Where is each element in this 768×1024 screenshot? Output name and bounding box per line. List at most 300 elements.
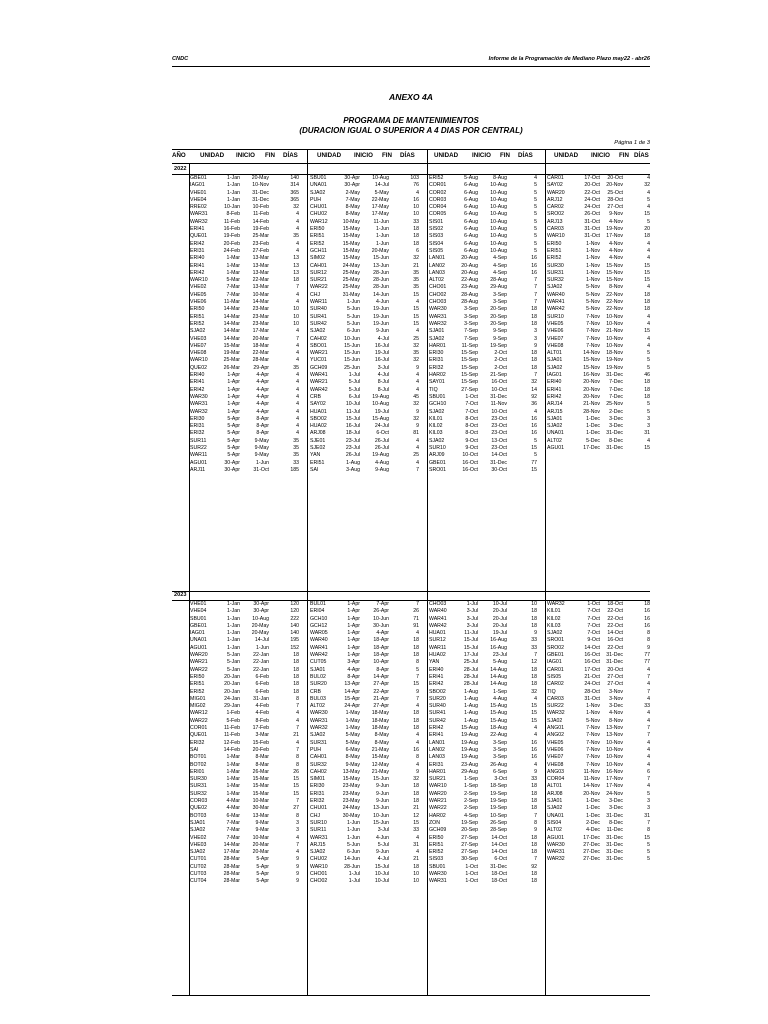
start-cell: 7-Sep bbox=[464, 335, 478, 342]
start-cell: 26-Mar bbox=[223, 364, 240, 371]
end-cell: 4-Apr bbox=[256, 401, 269, 408]
unit-cell: KIL03 bbox=[547, 622, 561, 629]
table-row bbox=[429, 277, 537, 284]
unit-cell: VHE07 bbox=[190, 342, 207, 349]
end-cell: 18-Aug bbox=[490, 725, 507, 732]
end-cell: 15-Nov bbox=[606, 262, 623, 269]
start-cell: 15-Apr bbox=[344, 695, 360, 702]
unit-cell: CHU01 bbox=[310, 204, 328, 211]
annex-title: ANEXO 4A bbox=[389, 92, 433, 102]
start-cell: 25-Jul bbox=[463, 659, 478, 666]
table-row bbox=[190, 328, 299, 335]
table-row bbox=[429, 871, 537, 878]
table-bottom-rule bbox=[172, 995, 650, 996]
start-cell: 1-Dec bbox=[586, 430, 600, 437]
unit-cell: SJA02 bbox=[547, 805, 563, 812]
unit-cell: SUR11 bbox=[190, 437, 207, 444]
days-cell: 4 bbox=[296, 240, 299, 247]
table-row bbox=[547, 365, 650, 372]
unit-cell: WAR31 bbox=[190, 401, 208, 408]
table-row bbox=[190, 637, 299, 644]
table-row bbox=[429, 452, 537, 459]
days-cell: 10 bbox=[413, 870, 419, 877]
table-row bbox=[310, 871, 419, 878]
end-cell: 4-Sep bbox=[493, 269, 507, 276]
days-cell: 314 bbox=[290, 182, 299, 189]
days-cell: 4 bbox=[416, 328, 419, 335]
days-cell: 77 bbox=[644, 652, 650, 659]
table-row bbox=[310, 306, 419, 313]
days-cell: 35 bbox=[413, 284, 419, 291]
end-cell: 13-Jun bbox=[373, 262, 389, 269]
unit-cell: AGU01 bbox=[190, 644, 208, 651]
days-cell: 33 bbox=[293, 459, 299, 466]
end-cell: 14-Jul bbox=[254, 637, 269, 644]
start-cell: 6-Aug bbox=[464, 218, 478, 225]
table-row bbox=[190, 645, 299, 652]
table-row bbox=[429, 241, 537, 248]
start-cell: 5-Nov bbox=[586, 717, 600, 724]
start-cell: 3-Jul bbox=[466, 608, 478, 615]
start-cell: 1-Jan bbox=[227, 608, 240, 615]
unit-cell: ERI31 bbox=[190, 423, 205, 430]
end-cell: 10-Mar bbox=[252, 798, 269, 805]
table-row bbox=[547, 416, 650, 423]
end-cell: 17-Nov bbox=[606, 776, 623, 783]
col-end: FIN bbox=[265, 152, 275, 159]
unit-cell: WAR42 bbox=[429, 622, 447, 629]
end-cell: 4-Jul bbox=[377, 335, 389, 342]
table-row bbox=[190, 732, 299, 739]
end-cell: 13-Nov bbox=[606, 732, 623, 739]
table-row bbox=[547, 248, 650, 255]
table-row bbox=[429, 762, 537, 769]
unit-cell: CAH01 bbox=[310, 262, 327, 269]
days-cell: 9 bbox=[416, 423, 419, 430]
unit-cell: VHE02 bbox=[190, 284, 207, 291]
unit-cell: UNA01 bbox=[547, 812, 564, 819]
table-row bbox=[429, 270, 537, 277]
end-cell: 10-Aug bbox=[490, 247, 507, 254]
start-cell: 15-May bbox=[342, 247, 360, 254]
unit-cell: ERI41 bbox=[429, 732, 444, 739]
start-cell: 5-Nov bbox=[586, 291, 600, 298]
days-cell: 7 bbox=[647, 819, 650, 826]
end-cell: 2-Oct bbox=[494, 350, 507, 357]
days-cell: 5 bbox=[534, 233, 537, 240]
table-row bbox=[190, 292, 299, 299]
start-cell: 4-Sep bbox=[464, 812, 478, 819]
end-cell: 13-Jun bbox=[373, 805, 389, 812]
unit-cell: WAR30 bbox=[429, 306, 447, 313]
table-row bbox=[547, 204, 650, 211]
start-cell: 30-Sep bbox=[461, 856, 478, 863]
end-cell: 9-Aug bbox=[375, 466, 389, 473]
end-cell: 1-Jun bbox=[376, 233, 389, 240]
start-cell: 7-Sep bbox=[464, 328, 478, 335]
unit-cell: SAY02 bbox=[310, 401, 326, 408]
end-cell: 10-Jul bbox=[374, 870, 389, 877]
start-cell: 1-Mar bbox=[226, 754, 240, 761]
unit-cell: ERI50 bbox=[190, 673, 205, 680]
table-row bbox=[310, 835, 419, 842]
unit-cell: ERI42 bbox=[190, 386, 205, 393]
end-cell: 10-Mar bbox=[252, 291, 269, 298]
days-cell: 8 bbox=[647, 827, 650, 834]
end-cell: 10-Nov bbox=[606, 335, 623, 342]
end-cell: 18-Nov bbox=[606, 350, 623, 357]
unit-cell: KIL03 bbox=[429, 430, 443, 437]
table-row bbox=[429, 725, 537, 732]
start-cell: 6-May bbox=[345, 746, 360, 753]
end-cell: 28-Oct bbox=[607, 196, 623, 203]
end-cell: 20-Mar bbox=[252, 841, 269, 848]
table-row bbox=[547, 776, 650, 783]
days-cell: 9 bbox=[534, 342, 537, 349]
table-row bbox=[190, 430, 299, 437]
table-row bbox=[310, 379, 419, 386]
table-row bbox=[310, 608, 419, 615]
days-cell: 21 bbox=[413, 805, 419, 812]
unit-cell: HUA02 bbox=[310, 423, 327, 430]
unit-cell: HUA02 bbox=[429, 652, 446, 659]
unit-cell: SJE02 bbox=[310, 444, 326, 451]
days-cell: 25 bbox=[413, 335, 419, 342]
table-row bbox=[429, 197, 537, 204]
days-cell: 18 bbox=[413, 240, 419, 247]
table-row bbox=[429, 394, 537, 401]
end-cell: 4-Jun bbox=[376, 834, 389, 841]
table-row bbox=[190, 659, 299, 666]
unit-cell: SUR22 bbox=[190, 444, 207, 451]
table-row bbox=[429, 864, 537, 871]
table-row bbox=[190, 284, 299, 291]
end-cell: 14-Oct bbox=[491, 841, 507, 848]
days-cell: 4 bbox=[647, 754, 650, 761]
days-cell: 4 bbox=[647, 710, 650, 717]
table-row bbox=[429, 460, 537, 467]
end-cell: 10-Aug bbox=[372, 175, 389, 181]
days-cell: 9 bbox=[296, 870, 299, 877]
end-cell: 10-Aug bbox=[490, 226, 507, 233]
end-cell: 3-Sep bbox=[493, 754, 507, 761]
table-row bbox=[547, 292, 650, 299]
days-cell: 9 bbox=[416, 364, 419, 371]
days-cell: 12 bbox=[531, 659, 537, 666]
col-unit: UNIDAD bbox=[317, 152, 342, 159]
start-cell: 5-Apr bbox=[227, 430, 240, 437]
table-row bbox=[190, 805, 299, 812]
days-cell: 15 bbox=[413, 313, 419, 320]
start-cell: 1-Jan bbox=[227, 196, 240, 203]
table-row bbox=[310, 233, 419, 240]
end-cell: 20-Jul bbox=[492, 615, 507, 622]
days-cell: 16 bbox=[644, 615, 650, 622]
days-cell: 15 bbox=[531, 703, 537, 710]
days-cell: 5 bbox=[647, 196, 650, 203]
unit-cell: SJA02 bbox=[310, 849, 326, 856]
start-cell: 9-Oct bbox=[465, 444, 478, 451]
end-cell: 16-Jul bbox=[374, 357, 389, 364]
unit-cell: BUL01 bbox=[310, 601, 326, 607]
unit-cell: HAR02 bbox=[429, 812, 446, 819]
days-cell: 15 bbox=[531, 717, 537, 724]
table-row bbox=[429, 776, 537, 783]
start-cell: 1-Apr bbox=[347, 630, 360, 637]
days-cell: 7 bbox=[296, 284, 299, 291]
start-cell: 1-Jun bbox=[347, 834, 360, 841]
unit-cell: ERI50 bbox=[429, 834, 444, 841]
end-cell: 5-Apr bbox=[256, 878, 269, 885]
unit-cell: ANG03 bbox=[547, 768, 565, 775]
table-row bbox=[547, 769, 650, 776]
end-cell: 4-Apr bbox=[256, 372, 269, 379]
days-cell: 5 bbox=[534, 226, 537, 233]
days-cell: 4 bbox=[296, 710, 299, 717]
unit-cell: ERI31 bbox=[429, 357, 444, 364]
start-cell: 8-May bbox=[345, 754, 360, 761]
start-cell: 28-Mar bbox=[223, 870, 240, 877]
start-cell: 1-Mar bbox=[226, 768, 240, 775]
start-cell: 1-Sep bbox=[464, 783, 478, 790]
days-cell: 92 bbox=[531, 863, 537, 870]
table-row bbox=[547, 211, 650, 218]
unit-cell: CUT05 bbox=[310, 659, 327, 666]
days-cell: 4 bbox=[647, 284, 650, 291]
start-cell: 23-May bbox=[342, 798, 360, 805]
end-cell: 3-Sep bbox=[493, 291, 507, 298]
table-row bbox=[310, 783, 419, 790]
table-row bbox=[190, 336, 299, 343]
end-cell: 3-Nov bbox=[609, 695, 623, 702]
unit-cell: SJA02 bbox=[547, 284, 563, 291]
table-row bbox=[429, 219, 537, 226]
end-cell: 11-Dec bbox=[606, 827, 623, 834]
end-cell: 31-Dec bbox=[606, 430, 623, 437]
table-row bbox=[429, 284, 537, 291]
days-cell: 4 bbox=[296, 430, 299, 437]
start-cell: 1-Jun bbox=[347, 819, 360, 826]
end-cell: 8-Jul bbox=[377, 379, 389, 386]
days-cell: 9 bbox=[534, 630, 537, 637]
start-cell: 14-Apr bbox=[344, 688, 360, 695]
table-row bbox=[429, 623, 537, 630]
days-cell: 10 bbox=[293, 306, 299, 313]
unit-cell: WAR32 bbox=[190, 408, 208, 415]
end-cell: 19-Aug bbox=[372, 393, 389, 400]
unit-cell: CUT04 bbox=[190, 878, 207, 885]
end-cell: 23-Mar bbox=[252, 313, 269, 320]
days-cell: 31 bbox=[644, 430, 650, 437]
start-cell: 1-Oct bbox=[587, 601, 600, 607]
days-cell: 10 bbox=[413, 878, 419, 885]
start-cell: 31-Oct bbox=[584, 218, 600, 225]
start-cell: 20-Nov bbox=[583, 393, 600, 400]
table-row bbox=[190, 652, 299, 659]
table-row bbox=[310, 219, 419, 226]
unit-cell: VHE05 bbox=[547, 320, 564, 327]
unit-cell: MIG02 bbox=[190, 703, 206, 710]
start-cell: 1-Oct bbox=[465, 393, 478, 400]
days-cell: 18 bbox=[293, 681, 299, 688]
unit-cell: COR04 bbox=[547, 776, 565, 783]
unit-cell: VHE03 bbox=[190, 335, 207, 342]
start-cell: 7-Mar bbox=[226, 819, 240, 826]
end-cell: 1-Jun bbox=[256, 459, 269, 466]
unit-cell: CHU02 bbox=[310, 856, 328, 863]
unit-cell: WAR30 bbox=[429, 870, 447, 877]
end-cell: 10-Aug bbox=[490, 240, 507, 247]
table-row bbox=[429, 387, 537, 394]
days-cell: 26 bbox=[293, 768, 299, 775]
table-row bbox=[310, 652, 419, 659]
start-cell: 5-Nov bbox=[586, 284, 600, 291]
end-cell: 30-Apr bbox=[253, 608, 269, 615]
start-cell: 31-May bbox=[342, 291, 360, 298]
unit-cell: LAN03 bbox=[429, 754, 445, 761]
end-cell: 1-Sep bbox=[493, 688, 507, 695]
table-row bbox=[429, 740, 537, 747]
table-row bbox=[310, 718, 419, 725]
end-cell: 24-Jul bbox=[374, 423, 389, 430]
table-row bbox=[429, 827, 537, 834]
table-row bbox=[190, 689, 299, 696]
unit-cell: WAR10 bbox=[547, 233, 565, 240]
end-cell: 8-May bbox=[374, 732, 389, 739]
days-cell: 18 bbox=[531, 878, 537, 885]
start-cell: 20-Aug bbox=[461, 269, 478, 276]
end-cell: 22-Apr bbox=[373, 688, 389, 695]
days-cell: 16 bbox=[531, 739, 537, 746]
days-cell: 4 bbox=[416, 444, 419, 451]
unit-cell: CHO02 bbox=[310, 878, 328, 885]
unit-cell: SIM01 bbox=[310, 776, 325, 783]
start-cell: 27-Sep bbox=[461, 849, 478, 856]
end-cell: 8-Aug bbox=[493, 175, 507, 181]
days-cell: 4 bbox=[647, 681, 650, 688]
days-cell: 15 bbox=[531, 466, 537, 473]
unit-cell: SIS03 bbox=[429, 233, 444, 240]
start-cell: 30-May bbox=[342, 812, 360, 819]
table-row bbox=[429, 292, 537, 299]
days-cell: 4 bbox=[647, 437, 650, 444]
end-cell: 18-May bbox=[371, 717, 389, 724]
end-cell: 22-Nov bbox=[606, 306, 623, 313]
start-cell: 30-Apr bbox=[224, 466, 240, 473]
days-cell: 8 bbox=[296, 754, 299, 761]
table-row bbox=[547, 637, 650, 644]
end-cell: 5-May bbox=[374, 189, 389, 196]
days-cell: 9 bbox=[416, 408, 419, 415]
end-cell: 19-Feb bbox=[252, 226, 269, 233]
unit-cell: SIS02 bbox=[429, 226, 444, 233]
table-row bbox=[310, 299, 419, 306]
unit-cell: SJA02 bbox=[429, 335, 445, 342]
unit-cell: COR01 bbox=[190, 725, 208, 732]
end-cell: 4-Feb bbox=[255, 710, 269, 717]
end-cell: 9-Jun bbox=[376, 849, 389, 856]
table-row bbox=[310, 659, 419, 666]
table-row bbox=[310, 740, 419, 747]
table-row bbox=[310, 372, 419, 379]
end-cell: 26-Sep bbox=[490, 819, 507, 826]
unit-cell: CHJ bbox=[310, 291, 321, 298]
table-row bbox=[190, 835, 299, 842]
end-cell: 10-Nov bbox=[606, 761, 623, 768]
unit-cell: QUE01 bbox=[190, 233, 208, 240]
days-cell: 152 bbox=[290, 644, 299, 651]
unit-cell: WAR05 bbox=[310, 630, 328, 637]
table-row bbox=[310, 423, 419, 430]
days-cell: 120 bbox=[290, 601, 299, 607]
schedule-2022-column-1 bbox=[190, 175, 299, 474]
days-cell: 33 bbox=[531, 776, 537, 783]
start-cell: 6-Aug bbox=[464, 226, 478, 233]
table-row bbox=[429, 696, 537, 703]
table-row bbox=[429, 791, 537, 798]
start-cell: 23-May bbox=[342, 783, 360, 790]
start-cell: 13-May bbox=[342, 768, 360, 775]
unit-cell: UNA01 bbox=[547, 430, 564, 437]
end-cell: 28-Jun bbox=[373, 269, 389, 276]
start-cell: 16-Jul bbox=[345, 423, 360, 430]
days-cell: 36 bbox=[531, 401, 537, 408]
table-row bbox=[547, 401, 650, 408]
table-row bbox=[547, 813, 650, 820]
days-cell: 15 bbox=[293, 783, 299, 790]
unit-cell: ERI42 bbox=[547, 393, 562, 400]
table-row bbox=[547, 696, 650, 703]
table-row bbox=[547, 718, 650, 725]
table-row bbox=[310, 452, 419, 459]
unit-cell: COR02 bbox=[429, 189, 447, 196]
end-cell: 9-Sep bbox=[493, 328, 507, 335]
unit-cell: CHO02 bbox=[429, 291, 447, 298]
end-cell: 31-Oct bbox=[253, 466, 269, 473]
end-cell: 20-May bbox=[371, 247, 389, 254]
table-row bbox=[190, 372, 299, 379]
start-cell: 11-Nov bbox=[583, 768, 600, 775]
end-cell: 31-Dec bbox=[606, 372, 623, 379]
unit-cell: SUR21 bbox=[429, 776, 446, 783]
start-cell: 28-Jul bbox=[463, 673, 478, 680]
table-row bbox=[547, 241, 650, 248]
days-cell: 4 bbox=[647, 247, 650, 254]
days-cell: 4 bbox=[296, 834, 299, 841]
start-cell: 28-Oct bbox=[584, 688, 600, 695]
days-cell: 4 bbox=[534, 732, 537, 739]
end-cell: 1-Jun bbox=[256, 644, 269, 651]
days-cell: 18 bbox=[413, 652, 419, 659]
start-cell: 28-Jul bbox=[463, 666, 478, 673]
start-cell: 16-Oct bbox=[584, 659, 600, 666]
start-cell: 1-Apr bbox=[227, 401, 240, 408]
table-row bbox=[310, 182, 419, 189]
unit-cell: LAN02 bbox=[429, 262, 445, 269]
days-cell: 140 bbox=[290, 622, 299, 629]
end-cell: 17-May bbox=[371, 204, 389, 211]
days-cell: 18 bbox=[293, 673, 299, 680]
table-row bbox=[429, 630, 537, 637]
days-cell: 7 bbox=[416, 601, 419, 607]
end-cell: 9-Sep bbox=[493, 335, 507, 342]
end-cell: 13-Nov bbox=[606, 725, 623, 732]
end-cell: 31-Dec bbox=[490, 459, 507, 466]
table-row bbox=[190, 856, 299, 863]
start-cell: 8-Oct bbox=[465, 423, 478, 430]
table-row bbox=[547, 601, 650, 608]
table-row bbox=[190, 754, 299, 761]
